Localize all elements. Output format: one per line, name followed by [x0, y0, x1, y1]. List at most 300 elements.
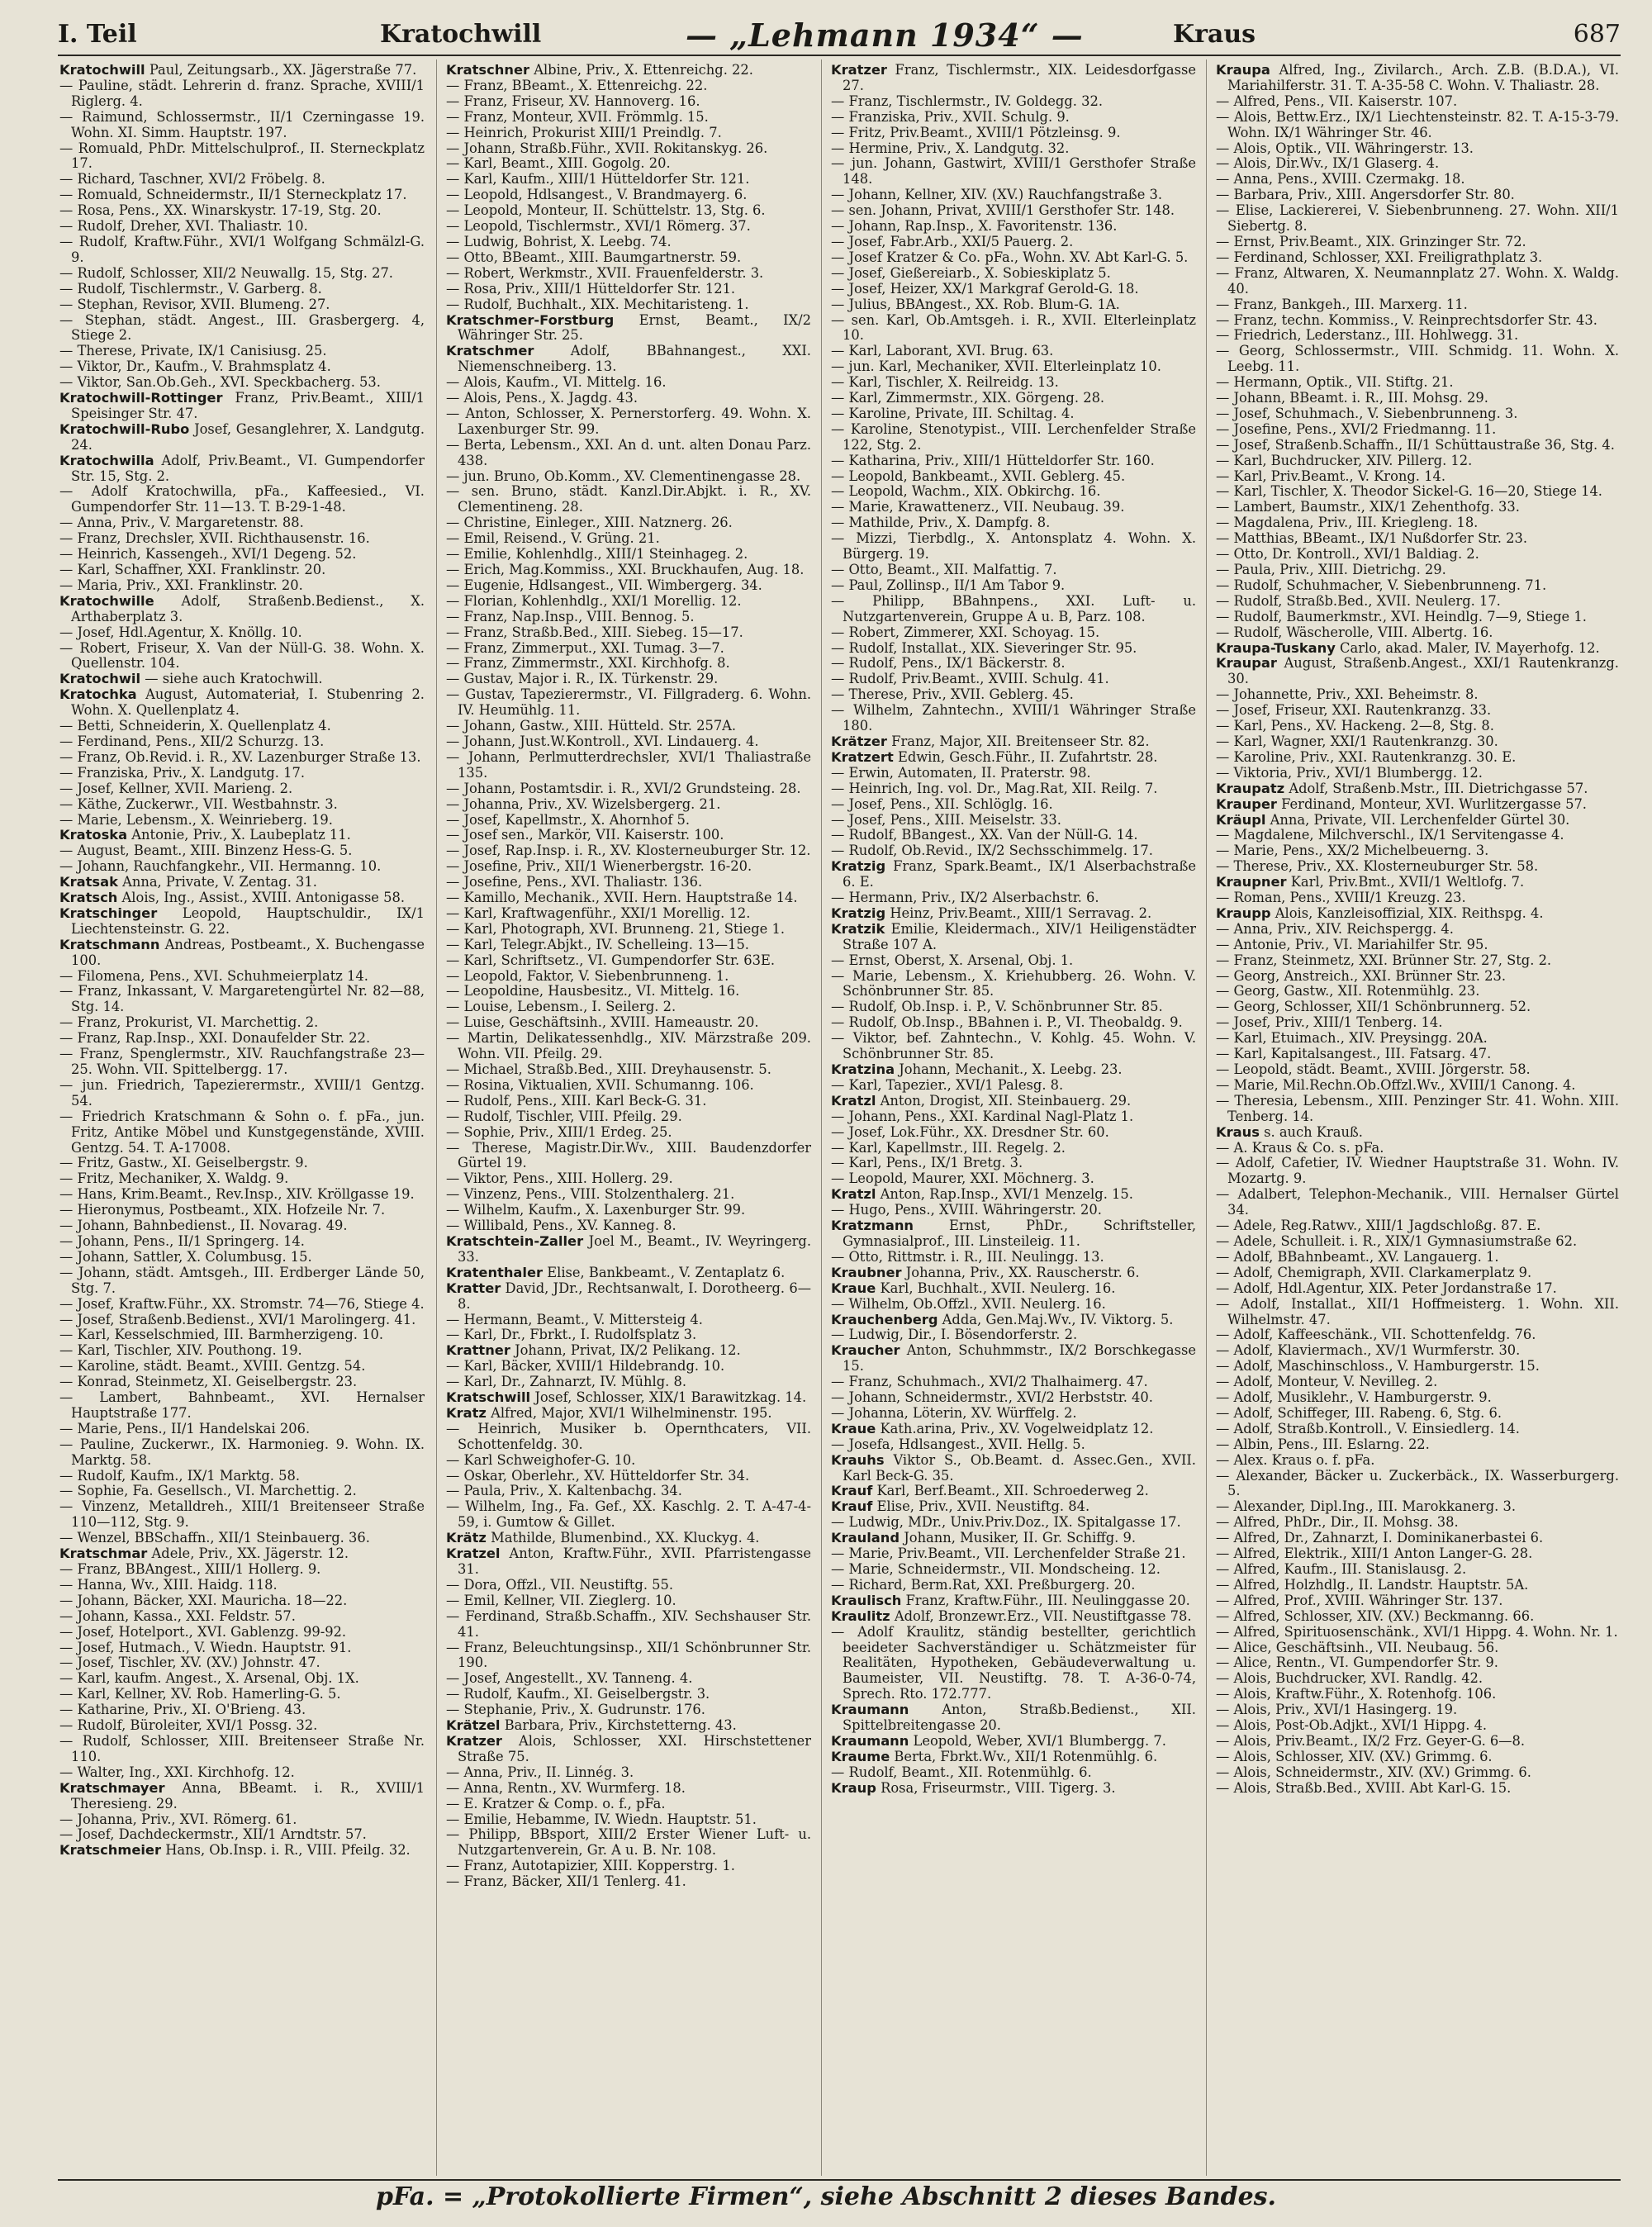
entry-surname: Kratschinger — [59, 905, 158, 921]
entry-text: — Louise, Lebensm., I. Seilerg. 2. — [446, 999, 676, 1015]
directory-entry — [831, 843, 1196, 859]
entry-text: — Emil, Reisend., V. Grüng. 21. — [446, 530, 660, 547]
directory-entry — [831, 531, 1196, 563]
entry-text: — Rudolf, Kaufm., XI. Geiselbergstr. 3. — [446, 1686, 710, 1702]
directory-entry — [446, 969, 811, 985]
directory-entry — [446, 266, 811, 282]
directory-entry — [446, 656, 811, 672]
directory-entry — [1216, 141, 1619, 157]
directory-entry — [446, 625, 811, 641]
entry-text: Kath.arina, Priv., XV. Vogelweidplatz 12. — [880, 1420, 1154, 1436]
entry-text: — Anton, Schlosser, X. Pernerstorferg. 49. Wohn. X. Laxenburger Str. 99. — [446, 405, 811, 437]
directory-entry — [831, 250, 1196, 266]
entry-text: — Karl, Laborant, XVI. Brug. 63. — [831, 343, 1054, 359]
directory-entry — [446, 250, 811, 266]
entry-text: — Franz, Schuhmach., XVI/2 Thalhaimerg. 47. — [831, 1374, 1148, 1390]
directory-entry — [1216, 1141, 1619, 1156]
entry-text: Franz, Major, XII. Breitenseer Str. 82. — [891, 733, 1150, 749]
directory-entry — [831, 1609, 1196, 1625]
entry-surname: Kraumann — [831, 1702, 909, 1718]
entry-text: — Paula, Priv., X. Kaltenbachg. 34. — [446, 1483, 682, 1499]
entry-text: — Mathilde, Priv., X. Dampfg. 8. — [831, 515, 1051, 531]
directory-entry — [446, 1141, 811, 1172]
directory-entry — [446, 1422, 811, 1453]
entry-text: Paul, Zeitungsarb., XX. Jägerstraße 77. — [149, 63, 417, 78]
entry-text: Antonie, Priv., X. Laubeplatz 11. — [131, 827, 351, 843]
entry-text: — Wilhelm, Zahntechn., XVIII/1 Währinger Straße 180. — [831, 702, 1196, 734]
column-divider — [436, 59, 437, 2176]
directory-entry — [446, 1234, 811, 1265]
entry-surname: Kratochka — [59, 686, 137, 703]
entry-text: — Hieronymus, Postbeamt., XIX. Hofzeile Nr. 7. — [59, 1202, 386, 1218]
directory-entry — [446, 282, 811, 297]
directory-entry — [446, 1265, 811, 1281]
directory-entry — [1216, 156, 1619, 172]
entry-text: — Alexander, Bäcker u. Zuckerbäck., IX. Wasserburgerg. 5. — [1216, 1467, 1619, 1499]
directory-entry — [831, 235, 1196, 250]
directory-entry — [831, 1375, 1196, 1390]
entry-text: — Anna, Priv., II. Linnég. 3. — [446, 1764, 634, 1780]
entry-text: — Marie, Mil.Rechn.Ob.Offzl.Wv., XVIII/1 Canong. 4. — [1216, 1076, 1576, 1093]
directory-entry — [59, 734, 425, 750]
directory-entry — [59, 594, 425, 625]
directory-entry — [831, 94, 1196, 110]
entry-text: — Adolf, BBahnbeamt., XV. Langauerg. 1. — [1216, 1248, 1499, 1265]
directory-entry — [59, 1265, 425, 1297]
entry-text: — Theresia, Lebensm., XIII. Penzinger Str. 41. Wohn. XIII. Tenberg. 14. — [1216, 1092, 1619, 1124]
directory-entry — [446, 1734, 811, 1765]
directory-entry — [446, 141, 811, 157]
directory-entry — [446, 188, 811, 203]
directory-entry — [446, 94, 811, 110]
directory-entry — [59, 1812, 425, 1828]
directory-entry — [831, 126, 1196, 141]
directory-entry — [446, 235, 811, 250]
entry-text: — Robert, Zimmerer, XXI. Schoyag. 15. — [831, 624, 1100, 640]
directory-entry — [1216, 610, 1619, 625]
entry-text: — Therese, Magistr.Dir.Wv., XIII. Baudenzdorfer Gürtel 19. — [446, 1139, 811, 1171]
entry-surname: Kraupner — [1216, 874, 1287, 890]
entry-text: — Julius, BBAngest., XX. Rob. Blum-G. 1A. — [831, 296, 1120, 312]
directory-entry — [59, 625, 425, 641]
directory-entry — [59, 1687, 425, 1702]
directory-entry — [59, 1641, 425, 1656]
entry-text: — Georg, Schlosser, XII/1 Schönbrunnerg. 52. — [1216, 999, 1531, 1015]
entry-text: — Johanna, Priv., XVI. Römerg. 61. — [59, 1811, 297, 1827]
entry-text: — Johann, Kellner, XIV. (XV.) Rauchfangstraße 3. — [831, 187, 1163, 203]
entry-text: — Johann, Rauchfangkehr., VII. Hermanng. 10. — [59, 858, 382, 875]
entry-surname: Kratsak — [59, 874, 118, 890]
entry-text: — Josefine, Priv., XII/1 Wienerbergstr. 16-20. — [446, 858, 752, 875]
entry-surname: Kratz — [446, 1404, 487, 1421]
directory-entry — [1216, 1078, 1619, 1094]
directory-entry — [831, 1327, 1196, 1343]
entry-surname: Kraue — [831, 1420, 876, 1436]
entry-text: Anton, Kraftw.Führ., XVII. Pfarristengasse 31. — [458, 1546, 811, 1577]
entry-text: — Marie, Pens., II/1 Handelskai 206. — [59, 1420, 311, 1436]
directory-entry — [446, 1031, 811, 1062]
entry-text: — Josefa, Hdlsangest., XVII. Hellg. 5. — [831, 1436, 1085, 1452]
entry-text: — Hanna, Wv., XIII. Haidg. 118. — [59, 1576, 278, 1593]
entry-text: Franz, Spark.Beamt., IX/1 Alserbachstraße 6. E. — [843, 858, 1196, 890]
entry-text: — Heinrich, Musiker b. Opernthcaters, VII. Schottenfeldg. 30. — [446, 1420, 811, 1452]
directory-entry — [831, 1515, 1196, 1531]
directory-entry — [1216, 313, 1619, 329]
entry-surname: Kratzina — [831, 1061, 895, 1077]
entry-text: — Johann, Postamtsdir. i. R., XVI/2 Grundsteing. 28. — [446, 780, 801, 796]
entry-text: — Alois, Straßb.Bed., XVIII. Abt Karl-G. 15. — [1216, 1779, 1512, 1796]
entry-text: — Franz, BBAngest., XIII/1 Hollerg. 9. — [59, 1561, 321, 1577]
directory-entry — [446, 1062, 811, 1078]
entry-text: Anton, Drogist, XII. Steinbauerg. 29. — [880, 1092, 1132, 1109]
directory-entry — [831, 1078, 1196, 1094]
directory-entry — [1216, 1641, 1619, 1656]
directory-entry — [59, 1718, 425, 1734]
entry-text: Anton, Schuhmmstr., IX/2 Borschkegasse 15. — [843, 1342, 1196, 1375]
entry-text: — Hugo, Pens., XVIII. Währingerstr. 20. — [831, 1202, 1102, 1218]
directory-entry — [1216, 1422, 1619, 1437]
directory-entry — [59, 484, 425, 515]
directory-entry — [59, 110, 425, 141]
directory-entry — [59, 515, 425, 531]
entry-text: — Anna, Priv., XIV. Reichspergg. 4. — [1216, 920, 1454, 937]
entry-text: — Josef, Heizer, XX/1 Markgraf Gerold-G. 18. — [831, 280, 1139, 297]
entry-text: Franz, Priv.Beamt., XIII/1 Speisinger Str. 47. — [71, 390, 425, 421]
entry-surname: Kratzer — [831, 63, 887, 78]
entry-text: — Franz, Drechsler, XVII. Richthausenstr. 16. — [59, 530, 370, 547]
directory-entry — [446, 797, 811, 813]
entry-text: — Josef, Straßenb.Schaffn., II/1 Schüttaustraße 36, Stg. 4. — [1216, 436, 1615, 453]
entry-surname: Kratochwill-Rottinger — [59, 390, 223, 406]
directory-entry — [831, 1218, 1196, 1250]
directory-entry — [446, 1203, 811, 1218]
directory-entry — [59, 1422, 425, 1437]
entry-text: — Philipp, BBsport, XIII/2 Erster Wiener Luft- u. Nutzgartenverein, Gr. A u. B. Nr. 108. — [446, 1826, 811, 1859]
entry-text: — Adolf Kratochwilla, pFa., Kaffeesied., VI. Gumpendorfer Str. 11—13. T. B-29-1-48. — [59, 483, 425, 515]
directory-entry — [446, 1375, 811, 1390]
directory-entry — [1216, 890, 1619, 906]
directory-entry — [59, 1546, 425, 1562]
entry-text: — Karoline, städt. Beamt., XVIII. Gentzg. 54. — [59, 1358, 366, 1375]
entry-text: — Johann, Bahnbedienst., II. Novarag. 49. — [59, 1218, 348, 1234]
entry-text: — Hermann, Beamt., V. Mittersteig 4. — [446, 1311, 703, 1327]
entry-text: — Karl, Kraftwagenführ., XXI/1 Morellig. 12. — [446, 905, 751, 921]
directory-entry — [1216, 656, 1619, 687]
directory-entry — [831, 1578, 1196, 1593]
directory-entry — [831, 1171, 1196, 1187]
entry-surname: Kratschmayer — [59, 1779, 165, 1796]
directory-entry — [831, 282, 1196, 297]
directory-entry — [59, 375, 425, 391]
directory-entry — [831, 1000, 1196, 1015]
entry-text: — August, Beamt., XIII. Binzenz Hess-G. 5. — [59, 843, 353, 859]
directory-entry — [59, 1171, 425, 1187]
entry-text: Elise, Bankbeamt., V. Zentaplatz 6. — [547, 1264, 786, 1280]
directory-entry — [831, 1281, 1196, 1297]
entry-text: — Romuald, PhDr. Mittelschulprof., II. Sterneckplatz 17. — [59, 140, 425, 172]
entry-text: Albine, Priv., X. Ettenreichg. 22. — [534, 63, 753, 78]
directory-entry — [831, 1781, 1196, 1797]
entry-surname: Kraupa — [1216, 63, 1270, 78]
entry-text: — Alfred, Kaufm., III. Stanislausg. 2. — [1216, 1561, 1467, 1577]
directory-entry — [59, 938, 425, 969]
entry-text: — Florian, Kohlenhdlg., XXI/1 Morellig. 12. — [446, 592, 742, 609]
entry-text: — Alois, Kaufm., VI. Mittelg. 16. — [446, 374, 667, 391]
entry-text: — Georg, Anstreich., XXI. Brünner Str. 23. — [1216, 967, 1507, 984]
entry-text: — Franz, Nap.Insp., VIII. Bennog. 5. — [446, 608, 695, 624]
directory-entry — [1216, 1390, 1619, 1406]
entry-text: Josef, Gesanglehrer, X. Landgutg. 24. — [71, 420, 425, 453]
directory-entry — [831, 750, 1196, 766]
directory-entry — [59, 906, 425, 938]
directory-entry — [446, 1125, 811, 1141]
entry-text: — Rosa, Priv., XIII/1 Hütteldorfer Str. 121. — [446, 280, 736, 297]
entry-text: — Ludwig, MDr., Univ.Priv.Doz., IX. Spitalgasse 17. — [831, 1514, 1181, 1531]
entry-text: David, JDr., Rechtsanwalt, I. Dorotheerg. 6—8. — [458, 1280, 811, 1312]
entry-text: — Adolf Kraulitz, ständig bestellter, gerichtlich beeideter Sachverständiger u. Schätzmeister für Realitäten, Hypotheken, Gebäudeverwaltung u. Baumeister, VII. Neustiftg. 78. T. A-36-0-74, Sprech. Rto. 172.777. — [831, 1623, 1196, 1702]
entry-text: — Lambert, Baumstr., XIX/1 Zehenthofg. 33. — [1216, 499, 1520, 515]
directory-entry — [446, 563, 811, 578]
directory-entry — [1216, 547, 1619, 563]
directory-entry — [831, 484, 1196, 500]
entry-text: — Alfred, PhDr., Dir., II. Mohsg. 38. — [1216, 1514, 1459, 1531]
directory-entry — [446, 1390, 811, 1406]
entry-text: — Maria, Priv., XXI. Franklinstr. 20. — [59, 577, 303, 593]
directory-entry — [446, 1000, 811, 1015]
entry-text: — Marie, Krawattenerz., VII. Neubaug. 39. — [831, 499, 1125, 515]
entry-text: Johann, Privat, IX/2 Pelikang. 12. — [515, 1342, 741, 1359]
entry-text: — Josef, Hotelport., XVI. Gablenzg. 99-92. — [59, 1623, 347, 1640]
entry-text: Edwin, Gesch.Führ., II. Zufahrtstr. 28. — [897, 748, 1158, 765]
directory-entry — [1216, 797, 1619, 813]
directory-entry — [1216, 1031, 1619, 1047]
entry-text: — Anna, Pens., XVIII. Czermakg. 18. — [1216, 171, 1465, 188]
directory-entry — [831, 594, 1196, 625]
entry-text: — Ernst, Priv.Beamt., XIX. Grinzinger Str. 72. — [1216, 233, 1526, 249]
entry-text: — Karl, kaufm. Angest., X. Arsenal, Obj. 1X. — [59, 1670, 359, 1687]
entry-text: — Alois, Schlosser, XIV. (XV.) Grimmg. 6. — [1216, 1748, 1493, 1764]
entry-text: — Alois, Buchdrucker, XVI. Randlg. 42. — [1216, 1670, 1483, 1687]
entry-text: — Johann, Gastw., XIII. Hütteld. Str. 257A. — [446, 718, 737, 734]
entry-text: — Eugenie, Hdlsangest., VII. Wimbergerg. 34. — [446, 577, 762, 593]
entry-text: — Johanna, Löterin, XV. Würffelg. 2. — [831, 1404, 1077, 1421]
entry-text: — Franz, Beleuchtungsinsp., XII/1 Schönbrunner Str. 190. — [446, 1639, 811, 1671]
directory-entry — [1216, 422, 1619, 438]
directory-entry — [1216, 203, 1619, 235]
directory-entry — [446, 313, 811, 344]
entry-text: — Karl, Dr., Zahnarzt, IV. Mühlg. 8. — [446, 1374, 687, 1390]
entry-text: — Rudolf, Ob.Revid., IX/2 Sechsschimmelg. 17. — [831, 843, 1153, 859]
directory-entry — [1216, 969, 1619, 985]
directory-entry — [1216, 1250, 1619, 1265]
entry-text: — Raimund, Schlossermstr., II/1 Czerningasse 19. Wohn. XI. Simm. Hauptstr. 197. — [59, 108, 425, 140]
entry-text: — Antonie, Priv., VI. Mariahilfer Str. 95. — [1216, 936, 1488, 952]
directory-entry — [59, 843, 425, 859]
entry-text: — Erwin, Automaten, II. Praterstr. 98. — [831, 764, 1091, 781]
directory-entry — [831, 859, 1196, 890]
entry-text: — Otto, BBeamt., XIII. Baumgartnerstr. 59. — [446, 249, 742, 265]
directory-entry — [1216, 1281, 1619, 1297]
entry-surname: Kratzmann — [831, 1218, 914, 1234]
directory-entry — [831, 1141, 1196, 1156]
directory-entry — [446, 859, 811, 875]
entry-text: — Leopold, Monteur, II. Schüttelstr. 13, Stg. 6. — [446, 202, 766, 219]
directory-entry — [831, 734, 1196, 750]
entry-text: — Viktor, San.Ob.Geh., XVI. Speckbacherg. 53. — [59, 374, 381, 391]
entry-text: — Rudolf, Installat., XIX. Sieveringer Str. 95. — [831, 639, 1137, 656]
directory-entry — [446, 547, 811, 563]
entry-text: — Mizzi, Tierbdlg., X. Antonsplatz 4. Wohn. X. Bürgerg. 19. — [831, 530, 1196, 563]
directory-entry — [446, 1281, 811, 1313]
directory-entry — [831, 1406, 1196, 1422]
directory-entry — [831, 969, 1196, 1000]
directory-entry — [446, 344, 811, 375]
directory-entry — [1216, 1531, 1619, 1546]
directory-entry — [831, 1156, 1196, 1171]
entry-surname: Kraubner — [831, 1264, 902, 1280]
entry-text: — Josef, Hutmach., V. Wiedn. Hauptstr. 91. — [59, 1639, 352, 1655]
directory-entry — [1216, 641, 1619, 657]
directory-entry — [831, 1546, 1196, 1562]
entry-text: — Heinrich, Ing. vol. Dr., Mag.Rat, XII. Reilg. 7. — [831, 780, 1158, 796]
directory-entry — [59, 875, 425, 890]
entry-text: — Josef, Hdl.Agentur, X. Knöllg. 10. — [59, 624, 302, 640]
entry-text: — Wilhelm, Kaufm., X. Laxenburger Str. 99. — [446, 1202, 746, 1218]
directory-entry — [446, 1218, 811, 1234]
directory-entry — [446, 1671, 811, 1687]
entry-text: — Alfred, Schlosser, XIV. (XV.) Beckmanng. 66. — [1216, 1607, 1535, 1624]
entry-text: — Franz, Bäcker, XII/1 Tenlerg. 41. — [446, 1873, 686, 1890]
entry-text: — Therese, Private, IX/1 Canisiusg. 25. — [59, 343, 327, 359]
directory-entry — [59, 1843, 425, 1859]
directory-entry — [59, 1827, 425, 1843]
directory-entry — [1216, 1671, 1619, 1687]
entry-text: — Stephan, städt. Angest., III. Grasbergerg. 4, Stiege 2. — [59, 311, 425, 344]
directory-entry — [831, 781, 1196, 797]
directory-entry — [1216, 1094, 1619, 1125]
entry-text: — Paul, Zollinsp., II/1 Am Tabor 9. — [831, 577, 1066, 593]
entry-text: — Karl, Kesselschmied, III. Barmherzigeng. 10. — [59, 1327, 384, 1343]
directory-entry — [831, 1765, 1196, 1781]
directory-entry — [831, 453, 1196, 469]
entry-text: Leopold, Hauptschuldir., IX/1 Liechtensteinstr. G. 22. — [71, 905, 425, 937]
directory-entry — [59, 344, 425, 359]
directory-entry — [831, 110, 1196, 126]
entry-text: — jun. Bruno, Ob.Komm., XV. Clementinengasse 28. — [446, 468, 801, 484]
entry-text: — Marie, Priv.Beamt., VII. Lerchenfelder Straße 21. — [831, 1546, 1186, 1562]
entry-text: — Willibald, Pens., XV. Kanneg. 8. — [446, 1218, 676, 1234]
entry-text: — Franz, Inkassant, V. Margaretengürtel Nr. 82—88, Stg. 14. — [59, 983, 425, 1015]
entry-surname: Kratenthaler — [446, 1264, 544, 1280]
entry-text: — Josef, Lok.Führ., XX. Dresdner Str. 60. — [831, 1123, 1109, 1140]
directory-entry — [59, 63, 425, 78]
directory-entry — [831, 1265, 1196, 1281]
directory-entry — [59, 1375, 425, 1390]
entry-text: Ernst, PhDr., Schriftsteller, Gymnasialprof., III. Linsteileig. 11. — [843, 1218, 1196, 1249]
directory-entry — [59, 1609, 425, 1625]
entry-surname: Kratschmann — [59, 936, 160, 952]
entry-text: — Leopold, Maurer, XXI. Möchnerg. 3. — [831, 1170, 1094, 1187]
entry-text: — Alice, Geschäftsinh., VII. Neubaug. 56. — [1216, 1639, 1499, 1655]
directory-entry — [831, 203, 1196, 219]
directory-entry — [59, 1078, 425, 1109]
entry-text: Hans, Ob.Insp. i. R., VIII. Pfeilg. 32. — [165, 1842, 411, 1859]
entry-text: — Rudolf, Pens., XIII. Karl Beck-G. 31. — [446, 1092, 707, 1109]
directory-entry — [1216, 922, 1619, 938]
entry-text: — Gustav, Tapezierermstr., VI. Fillgraderg. 6. Wohn. IV. Heumühlg. 11. — [446, 686, 811, 719]
directory-entry — [831, 1531, 1196, 1546]
entry-text: — Franz, BBeamt., X. Ettenreichg. 22. — [446, 77, 708, 93]
entry-text: — Josefine, Pens., XVI/2 Friedmanng. 11. — [1216, 420, 1497, 437]
directory-entry — [59, 1156, 425, 1171]
entry-text: — Georg, Schlossermstr., VIII. Schmidg. 11. Wohn. X. Leebg. 11. — [1216, 343, 1619, 375]
entry-surname: Kräupl — [1216, 811, 1266, 828]
directory-entry — [59, 828, 425, 843]
entry-text: s. auch Krauß. — [1264, 1123, 1363, 1140]
directory-entry — [1216, 578, 1619, 594]
directory-entry — [831, 1453, 1196, 1484]
directory-entry — [1216, 1062, 1619, 1078]
header-rule — [58, 55, 1621, 56]
directory-entry — [446, 1313, 811, 1328]
entry-text: Adolf, Straßenb.Bedienst., X. Arthaberplatz 3. — [71, 592, 425, 624]
entry-text: — Ferdinand, Schlosser, XXI. Freiligrathplatz 3. — [1216, 249, 1543, 265]
first-keyword: Kratochwill — [380, 20, 542, 49]
directory-entry — [831, 1390, 1196, 1406]
directory-entry — [1216, 1655, 1619, 1671]
directory-entry — [831, 344, 1196, 359]
directory-entry — [446, 750, 811, 781]
entry-surname: Kratochwill-Rubo — [59, 420, 190, 437]
directory-entry — [59, 422, 425, 453]
entry-text: — Rudolf, Pens., IX/1 Bäckerstr. 8. — [831, 655, 1066, 672]
entry-text: — Johann, Rap.Insp., X. Favoritenstr. 136. — [831, 218, 1118, 235]
entry-text: — Franz, Prokurist, VI. Marchettig. 2. — [59, 1014, 319, 1031]
entry-surname: Kratsch — [59, 890, 118, 906]
entry-text: Anton, Straßb.Bedienst., XII. Spittelbreitengasse 20. — [843, 1702, 1196, 1734]
directory-entry — [59, 1578, 425, 1593]
entry-text: — Karl, Kaufm., XIII/1 Hütteldorfer Str. 121. — [446, 171, 750, 188]
entry-text: — Therese, Priv., XVII. Geblerg. 45. — [831, 686, 1074, 703]
directory-entry — [446, 126, 811, 141]
footer-note: pFa. = „Protokollierte Firmen“, siehe Abschnitt 2 dieses Bandes. — [376, 2182, 1276, 2211]
directory-entry — [1216, 843, 1619, 859]
entry-text: — Leopoldine, Hausbesitz., VI. Mittelg. 16. — [446, 983, 740, 1000]
entry-text: — Sophie, Fa. Gesellsch., VI. Marchettig. 2. — [59, 1483, 357, 1499]
entry-text: — Anna, Rentn., XV. Wurmferg. 18. — [446, 1779, 686, 1796]
directory-entry — [831, 1499, 1196, 1515]
directory-entry — [446, 1609, 811, 1641]
entry-text: — Rosa, Pens., XX. Winarskystr. 17-19, Stg. 20. — [59, 202, 382, 219]
entry-text: — jun. Karl, Mechaniker, XVII. Elterleinplatz 10. — [831, 359, 1161, 375]
directory-entry — [59, 1234, 425, 1250]
entry-text: Rosa, Friseurmstr., VIII. Tigerg. 3. — [881, 1779, 1116, 1796]
entry-text: — Pauline, Zuckerwr., IX. Harmonieg. 9. Wohn. IX. Marktg. 58. — [59, 1436, 425, 1468]
directory-entry — [446, 672, 811, 687]
directory-entry — [831, 1437, 1196, 1453]
entry-text: Berta, Fbrkt.Wv., XII/1 Rotenmühlg. 6. — [894, 1748, 1158, 1764]
entry-text: — Franz, Altwaren, X. Neumannplatz 27. Wohn. X. Waldg. 40. — [1216, 264, 1619, 297]
directory-entry — [1216, 1156, 1619, 1187]
entry-text: — Emil, Kellner, VII. Zieglerg. 10. — [446, 1592, 676, 1608]
entry-text: — Viktor, bef. Zahntechn., V. Kohlg. 45. Wohn. V. Schönbrunner Str. 85. — [831, 1030, 1196, 1062]
directory-entry — [59, 1484, 425, 1499]
directory-entry — [59, 1250, 425, 1265]
directory-entry — [1216, 1515, 1619, 1531]
entry-text: — Alfred, Spirituosenschänk., XVI/1 Hippg. 4. Wohn. Nr. 1. — [1216, 1623, 1618, 1640]
directory-entry — [1216, 391, 1619, 406]
column-1 — [59, 63, 425, 2174]
